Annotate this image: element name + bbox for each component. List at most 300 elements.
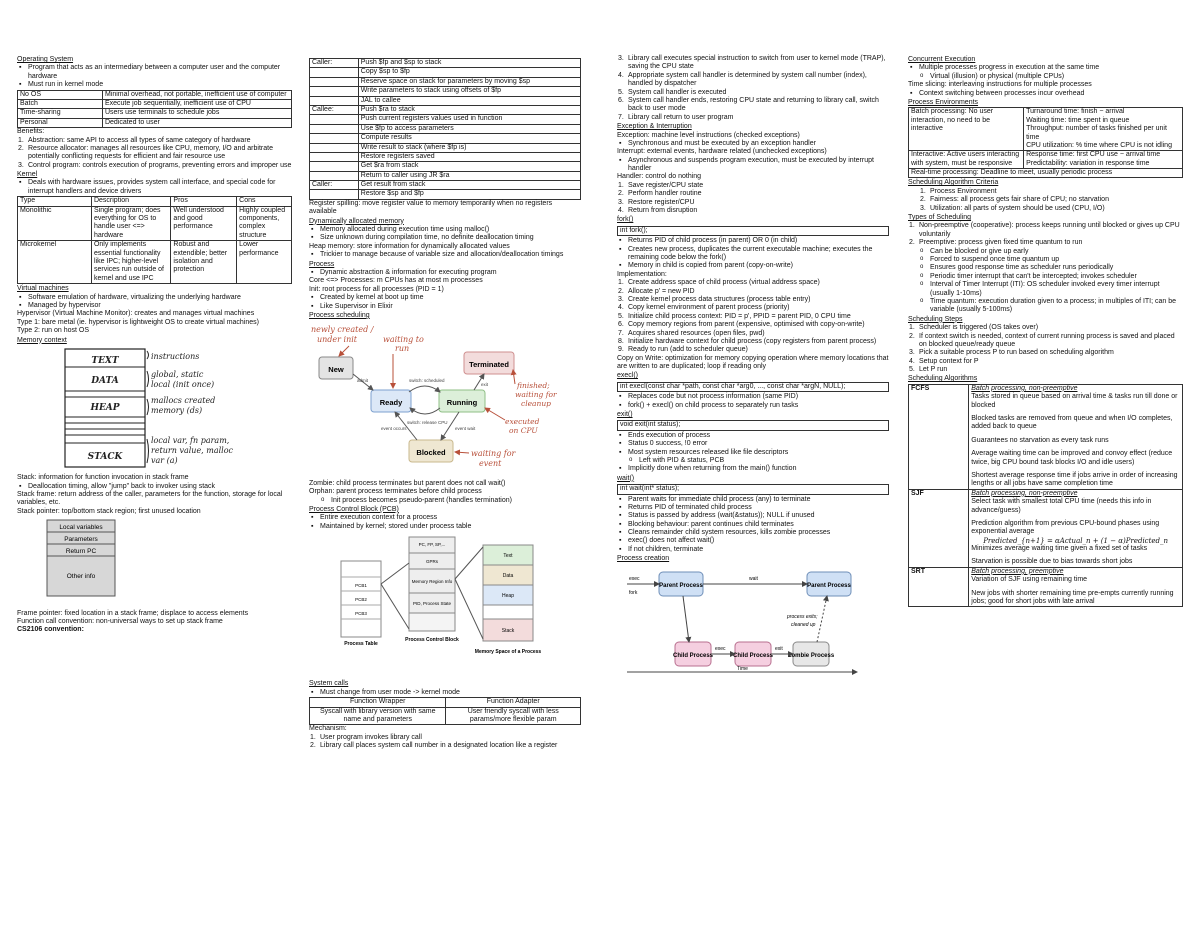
pcb-label: PCB1 [355, 583, 367, 589]
type1-text: Type 1: bare metal (ie. hypervisor is lightweight OS to create virtual machines) [17, 318, 259, 326]
table-cell: Minimal overhead, not portable, inefficient use of computer [102, 90, 291, 99]
init-process: Init: root process for all processes (PID = 1) [309, 285, 444, 293]
edge-label: switch: release CPU [407, 420, 448, 426]
time-axis-label: Time [737, 665, 748, 672]
exec2-arrow-label: exec [715, 645, 726, 652]
table-cell [310, 87, 359, 96]
table-row [310, 190, 581, 199]
algo-body [969, 384, 1183, 489]
handler-step: 3. Restore register/CPU [618, 198, 695, 206]
pcb-field: PID, Process State [412, 601, 452, 607]
zombie-def: Zombie: child process terminates but parent does not call wait() [309, 479, 506, 487]
table-header: Description [91, 197, 170, 206]
state-note: executed [505, 417, 540, 427]
table-cell: Get result from stack [358, 181, 580, 190]
wait-bullet: ▪ Cleans remainder child system resources, kills zombie processes [617, 529, 889, 537]
pcb-field: GPRs [425, 559, 439, 565]
fork-bullet: ▪ Returns PID of child process (in parent) OR 0 (in child) [617, 237, 889, 245]
mem-note: mallocs created [151, 395, 216, 405]
parent-process-label: Parent Process [807, 582, 851, 589]
table-cell: Restore registers saved [358, 152, 580, 161]
execl-bullet: ▪ Replaces code but not process information (same PID) [617, 393, 889, 401]
algo-body [969, 489, 1183, 567]
sched-step: 5. Let P run [909, 366, 948, 374]
heap-memory-def: Heap memory: store information for dynamically allocated values [309, 242, 510, 250]
exception-bullet: ▪ Synchronous and must be executed by an exception handler [617, 140, 889, 148]
algo-para: Blocked tasks are removed from queue and when I/O completes, added back to queue [971, 415, 1173, 431]
table-row [310, 105, 581, 114]
mechanism-step: 7. Library call return to user program [618, 113, 734, 121]
edge-label: switch: scheduled [409, 378, 445, 384]
fork-bullet: ▪ Memory in child is copied from parent (copy-on-write) [617, 262, 889, 270]
kernel-bullet: ▪ Deals with hardware issues, provides system call interface, and special code for interrupt handlers and device drivers [17, 179, 292, 196]
mem-space-caption: Memory Space of a Process [474, 649, 542, 656]
stack-bullet: ▪ Deallocation timing, allow "jump" back to invoker using stack [17, 483, 292, 491]
table-cell [310, 96, 359, 105]
criteria-heading: Scheduling Algorithm Criteria [908, 179, 999, 187]
algo-para: Guarantees no starvation as every task runs [971, 436, 1109, 444]
edge-label: event wait [455, 426, 476, 432]
table-cell [310, 162, 359, 171]
table-cell: Microkernel [18, 241, 92, 284]
table-cell: Batch processing: No user interaction, no need to be interactive [909, 108, 1024, 151]
init-bullet: ▪ Created by kernel at boot up time [309, 294, 581, 302]
impl-step: 8. Initialize hardware context for child process (copy registers from parent process) [618, 337, 877, 345]
mem-seg-heap: HEAP [90, 402, 120, 413]
impl-step: 2. Allocate p' = new PID [618, 287, 695, 295]
table-cell: Only implements essential functionality like IPC; higher-level services run outside of kernel and use IPC [91, 241, 170, 284]
algo-formula: Predicted_{n+1} = αActual_n + (1 − α)Predicted_n [983, 536, 1169, 545]
mem-seg-data: DATA [91, 375, 119, 386]
table-cell [310, 171, 359, 180]
interrupt-bullet: ▪ Asynchronous and suspends program execution, must be executed by interrupt handler [617, 157, 889, 174]
wait-signature: int wait(int* status); [617, 484, 889, 494]
sched-step: 3. Pick a suitable process P to run based on scheduling algorithm [909, 349, 1114, 357]
impl-step: 6. Copy memory regions from parent (expensive, optimised with copy-on-write) [618, 321, 865, 329]
dynamic-bullet: ▪ Memory allocated during execution time using malloc() [309, 226, 581, 234]
pcb-diagram [309, 533, 581, 678]
mechanism-step: 1. User program invokes library call [310, 733, 422, 741]
child-process-label: Child Process [732, 652, 774, 659]
table-cell: Compute results [358, 134, 580, 143]
table-row [909, 384, 1183, 489]
exit-bullet: ▪ Ends execution of process [617, 432, 889, 440]
process-heading: Process [309, 260, 335, 268]
state-note: newly created / [311, 325, 374, 335]
pcb-field: Memory Region Info [411, 579, 453, 585]
mem-space-label: Stack [501, 628, 515, 635]
table-cell [310, 68, 359, 77]
process-scheduling-heading: Process scheduling [309, 311, 370, 319]
fork-heading: fork() [617, 216, 634, 224]
state-note: on CPU [509, 426, 538, 436]
table-row [310, 707, 581, 725]
table-row [310, 162, 581, 171]
mechanism-step: 5. System call handler is executed [618, 88, 727, 96]
implementation-heading: Implementation: [617, 270, 667, 278]
child-process-label: Child Process [672, 652, 714, 659]
mem-note: var (a) [151, 455, 178, 465]
benefit-item: 2. Resource allocator: manages all resources like CPU, memory, I/O and arbitrate potentially conflicting requests for efficient and fair resource use [18, 144, 273, 161]
algo-kind: Batch processing, non-preemptive [971, 384, 1078, 392]
preemptive-sub: o Interval of Timer Interrupt (ITI): OS scheduler invoked every timer interrupt (usually 1-10ms) [908, 281, 1183, 298]
pcb-heading: Process Control Block (PCB) [309, 505, 399, 513]
table-row [310, 181, 581, 190]
context-switch-bullet: ▪ Context switching between processes incur overhead [908, 90, 1183, 98]
table-row [18, 90, 292, 99]
exception-def: Exception: machine level instructions (checked exceptions) [617, 131, 800, 139]
mem-note: local var, fn param, [151, 435, 230, 445]
algo-para: Prediction algorithm from previous CPU-bound phases using exponential average [971, 519, 1160, 536]
column-2 [309, 58, 581, 751]
concurrent-bullet: ▪ Multiple processes progress in execution at the same time [908, 64, 1183, 72]
algo-para: Shortest average response time if jobs arrive in order of increasing lengths or all jobs have same completion time [971, 471, 1178, 488]
mem-note: return value, malloc [151, 445, 234, 455]
algo-para: New jobs with shorter remaining time pre-empts currently running jobs; good for short jobs with late arrival [971, 589, 1174, 606]
table-cell: Users use terminals to schedule jobs [102, 109, 291, 118]
init-bullet: ▪ Like Supervisor in Elixir [309, 303, 581, 311]
exec-arrow-label: exec [629, 575, 640, 582]
state-running: Running [446, 398, 478, 408]
type-item: 2. Preemptive: process given fixed time quantum to run [909, 239, 1083, 247]
orphan-def: Orphan: parent process terminates before child process [309, 488, 482, 496]
table-header: Function Adapter [446, 698, 581, 707]
table-cell: Write parameters to stack using offsets of $fp [358, 87, 580, 96]
mem-note: local (init once) [151, 379, 215, 389]
state-terminated: Terminated [469, 360, 509, 370]
table-header-row [310, 698, 581, 707]
state-new: New [328, 365, 344, 375]
table-cell: Monolithic [18, 206, 92, 241]
process-creation-diagram [617, 566, 889, 681]
mem-space-label: Data [502, 573, 514, 580]
handler-step: 1. Save register/CPU state [618, 181, 704, 189]
parent-process-label: Parent Process [659, 582, 703, 589]
table-row [18, 206, 292, 241]
table-cell: Robust and extendible; better isolation and protection [171, 241, 237, 284]
exit-signature: void exit(int status); [617, 420, 889, 430]
table-cell: Get $ra from stack [358, 162, 580, 171]
table-header-row [18, 197, 292, 206]
column-1 [17, 55, 292, 635]
benefit-item: 1. Abstraction: same API to access all types of same category of hardware [18, 136, 251, 144]
stack-frame-figure [17, 518, 292, 607]
table-row [310, 77, 581, 86]
state-ready: Ready [379, 398, 403, 408]
core-processes: Core <=> Processes: m CPUs has at most m processes [309, 277, 483, 285]
fork-signature: int fork(); [617, 226, 889, 236]
memory-context-figure [17, 347, 292, 472]
pcb-label: PCB2 [355, 597, 367, 603]
zombie-process-label: Zombie Process [787, 652, 835, 659]
algorithms-heading: Scheduling Algorithms [908, 375, 978, 383]
stack-def: Stack: information for function invocation in stack frame [17, 474, 189, 482]
os-type-table [17, 90, 292, 129]
mechanism-step: 2. Library call places system call number in a designated location like a register [310, 742, 558, 750]
mechanism-step: 4. Appropriate system call handler is determined by system call number (index), handled by dispatcher [618, 71, 867, 88]
state-note: cleanup [521, 399, 551, 409]
process-bullet: ▪ Dynamic abstraction & information for executing program [309, 269, 581, 277]
table-row [310, 68, 581, 77]
criteria-item: 3. Utilization: all parts of system should be used (CPU, I/O) [920, 204, 1105, 212]
execl-signature: int execl(const char *path, const char *arg0, ..., const char *argN, NULL); [617, 382, 889, 392]
orphan-sub: o Init process becomes pseudo-parent (handles termination) [309, 497, 581, 505]
algo-name: SJF [909, 489, 969, 567]
table-cell: Response time: first CPU use − arrival time Predictability: variation in response time [1024, 151, 1183, 169]
sched-step: 2. If context switch is needed, context of current running process is saved and placed on blocked queue/ready queue [909, 332, 1175, 348]
table-cell [310, 115, 359, 124]
table-cell: Caller: [310, 181, 359, 190]
table-cell: Restore $sp and $fp [358, 190, 580, 199]
mem-note: instructions [151, 351, 200, 361]
steps-heading: Scheduling Steps [908, 315, 963, 323]
table-row [310, 143, 581, 152]
wait-bullet: ▪ If not children, terminate [617, 546, 889, 554]
heap-bullet: ▪ Trickier to manage because of variable size and allocation/deallocation timings [309, 251, 581, 259]
syscall-heading: System calls [309, 680, 349, 688]
os-bullet-1: ▪ Program that acts as an intermediary between a computer user and the computer hardware [17, 64, 292, 81]
pcb-caption: Process Control Block [405, 637, 459, 644]
table-cell: Personal [18, 118, 103, 127]
table-row [310, 87, 581, 96]
wait-bullet: ▪ Status is passed by address (wait(&status)); NULL if unused [617, 512, 889, 520]
algo-para: Select task with smallest total CPU time (needs this info in advance/guess) [971, 498, 1152, 514]
frame-row: Local variables [59, 524, 103, 532]
process-table-label: Process Table [344, 641, 378, 648]
table-row [909, 567, 1183, 607]
table-cell: Interactive: Active users interacting with system, must be responsive [909, 151, 1024, 169]
mechanism-heading: Mechanism: [309, 725, 347, 733]
state-note: under init [317, 335, 358, 345]
table-cell: Highly coupled components, complex structure [237, 206, 292, 241]
pcb-field: PC, FP, SP,... [418, 542, 446, 548]
stack-pointer-def: Stack pointer: top/bottom stack region; first unused location [17, 507, 201, 515]
pcb-label: PCB3 [355, 611, 367, 617]
wait-bullet: ▪ Blocking behaviour: parent continues child terminates [617, 521, 889, 529]
table-row [909, 489, 1183, 567]
frame-pointer-def: Frame pointer: fixed location in a stack frame; displace to access elements [17, 609, 249, 617]
criteria-item: 1. Process Environment [920, 187, 997, 195]
impl-step: 7. Acquires shared resources (open files, pwd) [618, 329, 765, 337]
table-cell: Caller: [310, 59, 359, 68]
table-row [310, 59, 581, 68]
algo-para: Tasks stored in queue based on arrival time & tasks run till done or blocked [971, 393, 1178, 409]
process-state-diagram [309, 322, 581, 477]
edge-label: exit [481, 382, 489, 388]
table-header: Cons [237, 197, 292, 206]
table-cell: No OS [18, 90, 103, 99]
table-cell: Push $ra to stack [358, 105, 580, 114]
execl-heading: execl() [617, 372, 639, 380]
type2-text: Type 2: run on host OS [17, 327, 89, 335]
preemptive-sub: o Periodic timer interrupt that can't be intercepted; invokes scheduler [908, 273, 1183, 281]
handler-step: 4. Return from disruption [618, 207, 698, 215]
algo-body [969, 567, 1183, 607]
table-header: Function Wrapper [310, 698, 446, 707]
frame-row: Other info [66, 573, 96, 581]
exit-bullet: ▪ Implicitly done when returning from the main() function [617, 465, 889, 473]
concurrent-sub: o Virtual (illusion) or physical (multiple CPUs) [908, 73, 1183, 81]
exit-heading: exit() [617, 411, 633, 419]
table-cell [310, 124, 359, 133]
vm-bullet: ▪ Managed by hypervisor [17, 302, 292, 310]
os-bullet-2: ▪ Must run in kernel mode [17, 81, 292, 89]
wait-bullet: ▪ Returns PID of terminated child process [617, 504, 889, 512]
impl-step: 3. Create kernel process data structures (process table entry) [618, 295, 811, 303]
mem-space-label: Heap [502, 593, 514, 600]
table-header: Type [18, 197, 92, 206]
preemptive-sub: o Ensures good response time as scheduler runs periodically [908, 264, 1183, 272]
state-blocked: Blocked [416, 448, 446, 458]
table-cell: Push current registers values used in function [358, 115, 580, 124]
table-cell [310, 143, 359, 152]
preemptive-sub: o Time quantum: execution duration given to a process; in multiples of ITI; can be variable (usually 5-100ms) [908, 298, 1183, 315]
preemptive-sub: o Forced to suspend once time quantum up [908, 256, 1183, 264]
wait-bullet: ▪ Parent waits for immediate child process (any) to terminate [617, 496, 889, 504]
cs2106-convention: CS2106 convention: [17, 626, 84, 634]
state-note: event [479, 459, 502, 469]
benefit-item: 3. Control program: controls execution of programs, preventing errors and improper use [18, 161, 292, 169]
table-cell: Lower performance [237, 241, 292, 284]
environments-table [908, 107, 1183, 178]
frame-row: Parameters [64, 536, 98, 544]
state-note: finished; [517, 381, 550, 391]
table-cell: Time-sharing [18, 109, 103, 118]
table-header: Pros [171, 197, 237, 206]
algo-name: FCFS [909, 384, 969, 489]
table-row [909, 108, 1183, 151]
exception-heading: Exception & Interruption [617, 123, 692, 131]
process-creation-heading: Process creation [617, 555, 670, 563]
impl-step: 4. Copy kernel environment of parent process (priority) [618, 304, 790, 312]
table-cell: Write result to stack (where $fp is) [358, 143, 580, 152]
table-cell: Syscall with library version with same name and parameters [310, 707, 446, 725]
table-cell: Turnaround time: finish − arrival Waiting time: time spent in queue Throughput: number of tasks finished per unit time CPU utilization: % time where CPU is not idling [1024, 108, 1183, 151]
sched-step: 1. Scheduler is triggered (OS takes over) [909, 324, 1039, 332]
table-row [18, 99, 292, 108]
handler-step: 2. Perform handler routine [618, 190, 702, 198]
process-note: process exits; [787, 613, 818, 620]
execl-bullet: ▪ fork() + execl() on child process to separately run tasks [617, 402, 889, 410]
impl-step: 1. Create address space of child process (virtual address space) [618, 279, 820, 287]
algo-para: Average waiting time can be improved and convoy effect (reduce twice, big CPU bound task blocks I/O and idle users) [971, 450, 1173, 466]
mem-note: global, static [151, 369, 204, 379]
kernel-table [17, 196, 292, 284]
table-row [18, 241, 292, 284]
pcb-bullet: ▪ Entire execution context for a process [309, 514, 581, 522]
syscall-table [309, 697, 581, 725]
table-row [310, 152, 581, 161]
criteria-item: 2. Fairness: all process gets fair share of CPU; no starvation [920, 196, 1109, 204]
hypervisor-text: Hypervisor (Virtual Machine Monitor): creates and manages virtual machines [17, 310, 255, 318]
syscall-bullet: ▪ Must change from user mode -> kernel mode [309, 689, 581, 697]
call-convention-def: Function call convention: non-universal ways to set up stack frame [17, 618, 223, 626]
table-cell: User friendly syscall with less params/more flexible param [446, 707, 581, 725]
state-note: waiting for [515, 390, 557, 400]
exit-bullet: ▪ Most system resources released like file descriptors [617, 449, 889, 457]
table-cell: Callee: [310, 105, 359, 114]
wait-bullet: ▪ exec() does not affect wait() [617, 537, 889, 545]
table-cell: Execute job sequentially, inefficient use of CPU [102, 99, 291, 108]
table-cell [310, 134, 359, 143]
algo-kind: Batch processing, preemptive [971, 567, 1064, 575]
os-heading: Operating System [17, 56, 74, 63]
table-row [310, 96, 581, 105]
register-spilling: Register spilling: move register value to memory temporarily when no registers available [309, 199, 553, 216]
fork-bullet: ▪ Creates new process, duplicates the current executable machine; executes the remaining code below the fork() [617, 246, 889, 263]
table-row [310, 115, 581, 124]
table-row [18, 109, 292, 118]
algo-para: Minimizes average waiting time given a fixed set of tasks [971, 545, 1148, 553]
wait-heading: wait() [617, 474, 635, 482]
table-row [310, 134, 581, 143]
preemptive-sub: o Can be blocked or give up early [908, 248, 1183, 256]
table-cell: Push $fp and $sp to stack [358, 59, 580, 68]
types-heading: Types of Scheduling [908, 214, 972, 222]
mechanism-step: 6. System call handler ends, restoring CPU state and returning to library call, switch back to user mode [618, 96, 879, 113]
impl-step: 5. Initialize child process context: PID = p', PPID = parent PID, 0 CPU time [618, 312, 851, 320]
time-slicing-def: Time slicing: interleaving instructions for multiple processes [908, 81, 1092, 89]
table-row [310, 171, 581, 180]
frame-row: Return PC [65, 548, 97, 556]
algo-kind: Batch processing, non-preemptive [971, 489, 1078, 497]
table-cell: Single program; does everything for OS to handle user <=> hardware [91, 206, 170, 241]
kernel-heading: Kernel [17, 171, 38, 179]
fork-arrow-label: fork [629, 589, 638, 596]
state-note: run [395, 344, 410, 354]
table-cell: Use $fp to access parameters [358, 124, 580, 133]
benefits-heading: Benefits: [17, 128, 45, 136]
caller-callee-table [309, 58, 581, 200]
table-cell: Copy $sp to $fp [358, 68, 580, 77]
sched-step: 4. Setup context for P [909, 357, 979, 365]
algorithms-table [908, 384, 1183, 608]
mem-note: memory (ds) [151, 405, 203, 415]
column-3 [617, 55, 889, 683]
vm-bullet: ▪ Software emulation of hardware, virtualizing the underlying hardware [17, 294, 292, 302]
mem-seg-stack: STACK [87, 451, 123, 462]
exit-sub: o Left with PID & status, PCB [617, 457, 889, 465]
table-cell: JAL to callee [358, 96, 580, 105]
state-note: waiting to [383, 335, 424, 345]
table-cell: Batch [18, 99, 103, 108]
exit-bullet: ▪ Status 0 success, !0 error [617, 440, 889, 448]
algo-para: Starvation is possible due to bias towards short jobs [971, 558, 1133, 566]
memory-context-heading: Memory context [17, 336, 67, 344]
type-item: 1. Non-preemptive (cooperative): process keeps running until blocked or gives up CPU voluntarily [909, 222, 1180, 238]
algo-name: SRT [909, 567, 969, 607]
stack-frame-def: Stack frame: return address of the caller, parameters for the function, storage for local variables, etc. [17, 491, 283, 507]
edge-label: admit [357, 378, 369, 384]
table-row [909, 169, 1183, 178]
dynamic-bullet: ▪ Size unknown during compilation time, no definite deallocation timing [309, 234, 581, 242]
table-row [909, 151, 1183, 169]
wait-arrow-label: wait [749, 575, 758, 582]
mechanism-step: 3. Library call executes special instruction to switch from user to kernel mode (TRAP), saving the CPU state [618, 55, 886, 71]
table-row [18, 118, 292, 127]
state-note: waiting for [471, 449, 516, 459]
table-row [310, 124, 581, 133]
environments-heading: Process Environments [908, 98, 979, 106]
copy-on-write-def: Copy on Write: optimization for memory copying operation where memory locations that are written to are duplicated; loop if reading only [617, 354, 889, 371]
handler-def: Handler: control do nothing [617, 173, 702, 181]
concurrent-heading: Concurrent Execution [908, 56, 976, 63]
algo-para: Variation of SJF using remaining time [971, 576, 1088, 584]
table-cell [310, 190, 359, 199]
dynamic-memory-heading: Dynamically allocated memory [309, 217, 404, 225]
pcb-bullet: ▪ Maintained by kernel; stored under process table [309, 523, 581, 531]
table-cell: Return to caller using JR $ra [358, 171, 580, 180]
